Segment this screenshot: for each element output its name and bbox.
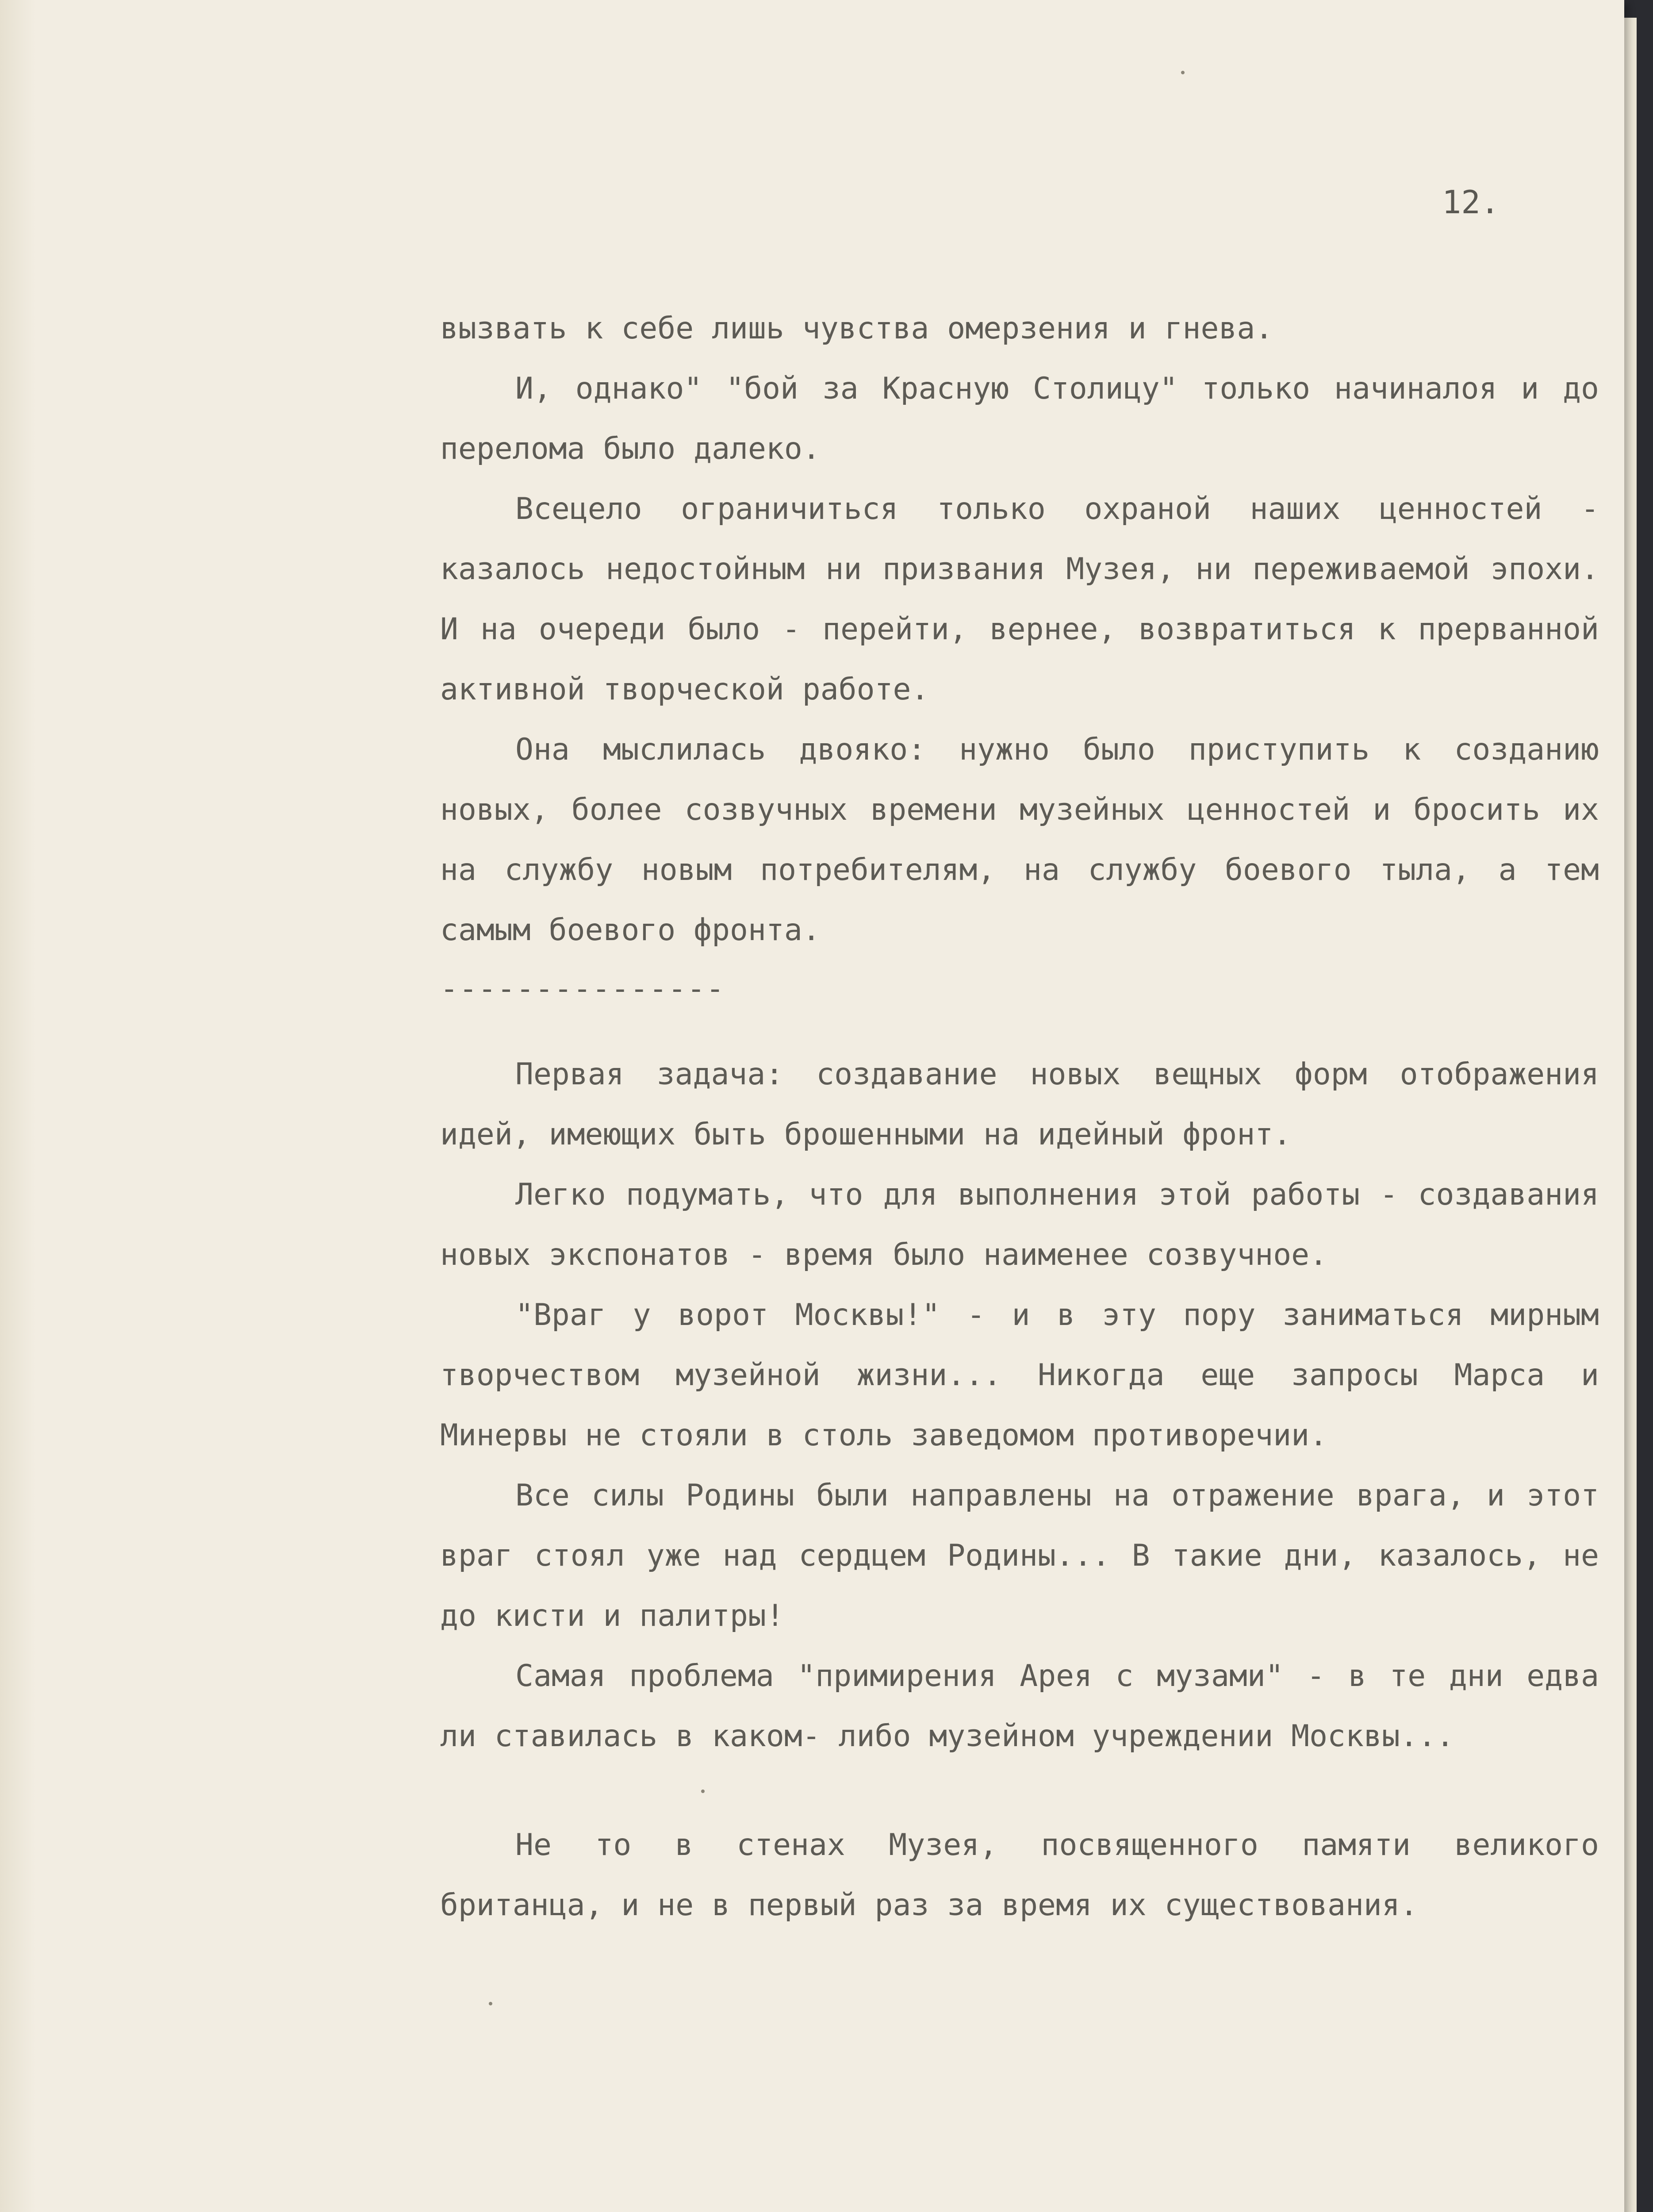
- page-left-shading: [0, 0, 35, 2212]
- paragraph: Всецело ограничиться только охраной наших ценностей - казалось недостойным ни призвания Музея, ни переживаемой эпохи. И на очереди было - перейти, вернее, возвратиться к прерванной активной творческой работе.: [440, 492, 1599, 707]
- page-number: 12.: [1442, 184, 1500, 221]
- paragraph: Она мыслилась двояко: нужно было приступить к созданию новых, более созвучных времени музейных ценностей и бросить их на службу новым потребителям, на службу боевого тыла, а тем самым боевого фронта.: [440, 732, 1599, 948]
- typewritten-text: [440, 299, 1599, 1936]
- paragraph: И, однако" "бой за Красную Столицу" только начиналоя и до перелома было далеко.: [440, 371, 1599, 466]
- paragraph: Не то в стенах Музея, посвященного памяти великого британца, и не в первый раз за время их существования.: [440, 1828, 1599, 1923]
- paragraph: Самая проблема "примирения Арея с музами" - в те дни едва ли ставилась в каком- либо музейном учреждении Москвы...: [440, 1659, 1599, 1754]
- section-separator: ---------------: [440, 972, 725, 1006]
- paper-speck: [701, 1790, 705, 1793]
- paragraph: Первая задача: создавание новых вещных форм отображения идей, имеющих быть брошенными на идейный фронт.: [440, 1057, 1599, 1152]
- paragraph: "Враг у ворот Москвы!" - и в эту пору заниматься мирным творчеством музейной жизни... Никогда еще запросы Марса и Минервы не стояли в столь заведомом противоречии.: [440, 1298, 1599, 1453]
- paper-speck: [1181, 71, 1185, 74]
- paragraph: Все силы Родины были направлены на отражение врага, и этот враг стоял уже над сердцем Родины... В такие дни, казалось, не до кисти и палитры!: [440, 1478, 1599, 1633]
- paragraph: Легко подумать, что для выполнения этой работы - создавания новых экспонатов - время было наименее созвучное.: [440, 1177, 1599, 1272]
- paragraph: вызвать к себе лишь чувства омерзения и гнева.: [440, 311, 1273, 346]
- paper-speck: [489, 2002, 492, 2005]
